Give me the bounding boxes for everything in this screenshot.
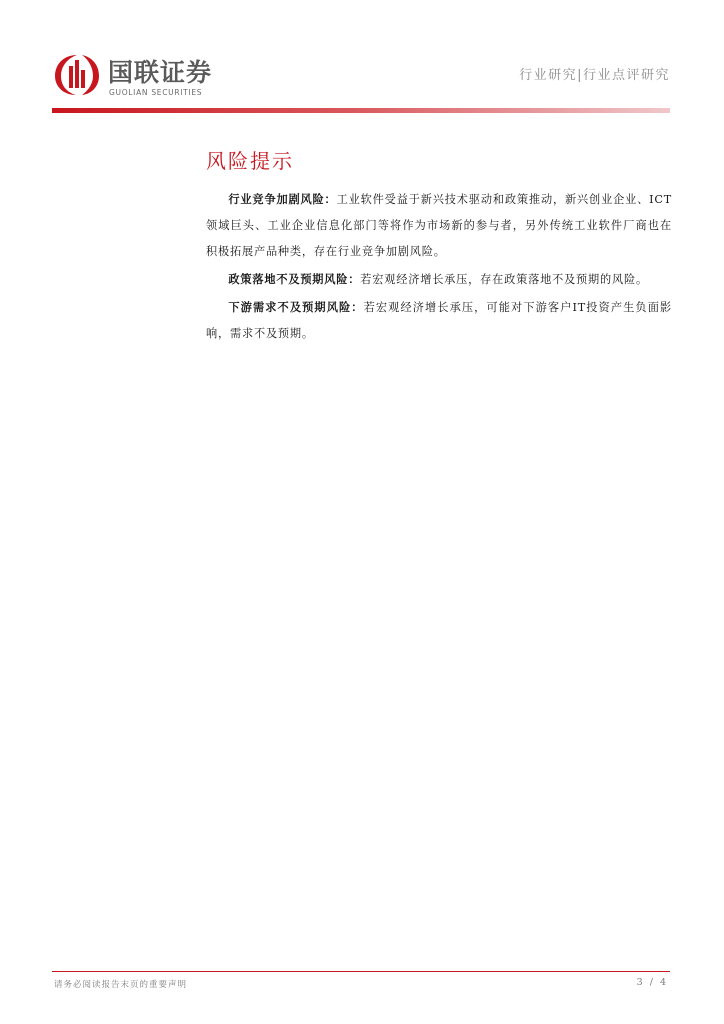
page-number: 3 / 4 xyxy=(636,977,668,988)
header-divider xyxy=(52,108,670,113)
risk-lead: 政策落地不及预期风险： xyxy=(228,273,361,286)
main-content xyxy=(206,145,672,349)
risk-text: 若宏观经济增长承压，存在政策落地不及预期的风险。 xyxy=(360,273,648,286)
footer-divider xyxy=(52,971,670,972)
report-category: 行业研究|行业点评研究 xyxy=(519,68,670,83)
disclaimer-note: 请务必阅读报告末页的重要声明 xyxy=(54,980,188,990)
section-title: 风险提示 xyxy=(206,149,294,173)
risk-paragraph-demand xyxy=(206,295,672,347)
page-header xyxy=(0,0,724,118)
risk-text: 若宏观经济增长承压，可能对下游客户IT投资产生负面影响，需求不及预期。 xyxy=(206,301,672,340)
risk-paragraph-competition xyxy=(206,187,672,265)
risk-text: 工业软件受益于新兴技术驱动和政策推动，新兴创业企业、ICT领域巨头、工业企业信息化部门等将作为市场新的参与者，另外传统工业软件厂商也在积极拓展产品种类，存在行业竞争加剧风险。 xyxy=(206,193,672,258)
guolian-logo-icon xyxy=(52,52,102,98)
brand-name-cn: 国联证券 xyxy=(108,58,213,87)
risk-paragraph-policy xyxy=(206,267,672,293)
risk-lead: 行业竞争加剧风险： xyxy=(228,193,337,206)
brand-name-en: GUOLIAN SECURITIES xyxy=(109,88,203,97)
risk-lead: 下游需求不及预期风险： xyxy=(228,301,364,314)
